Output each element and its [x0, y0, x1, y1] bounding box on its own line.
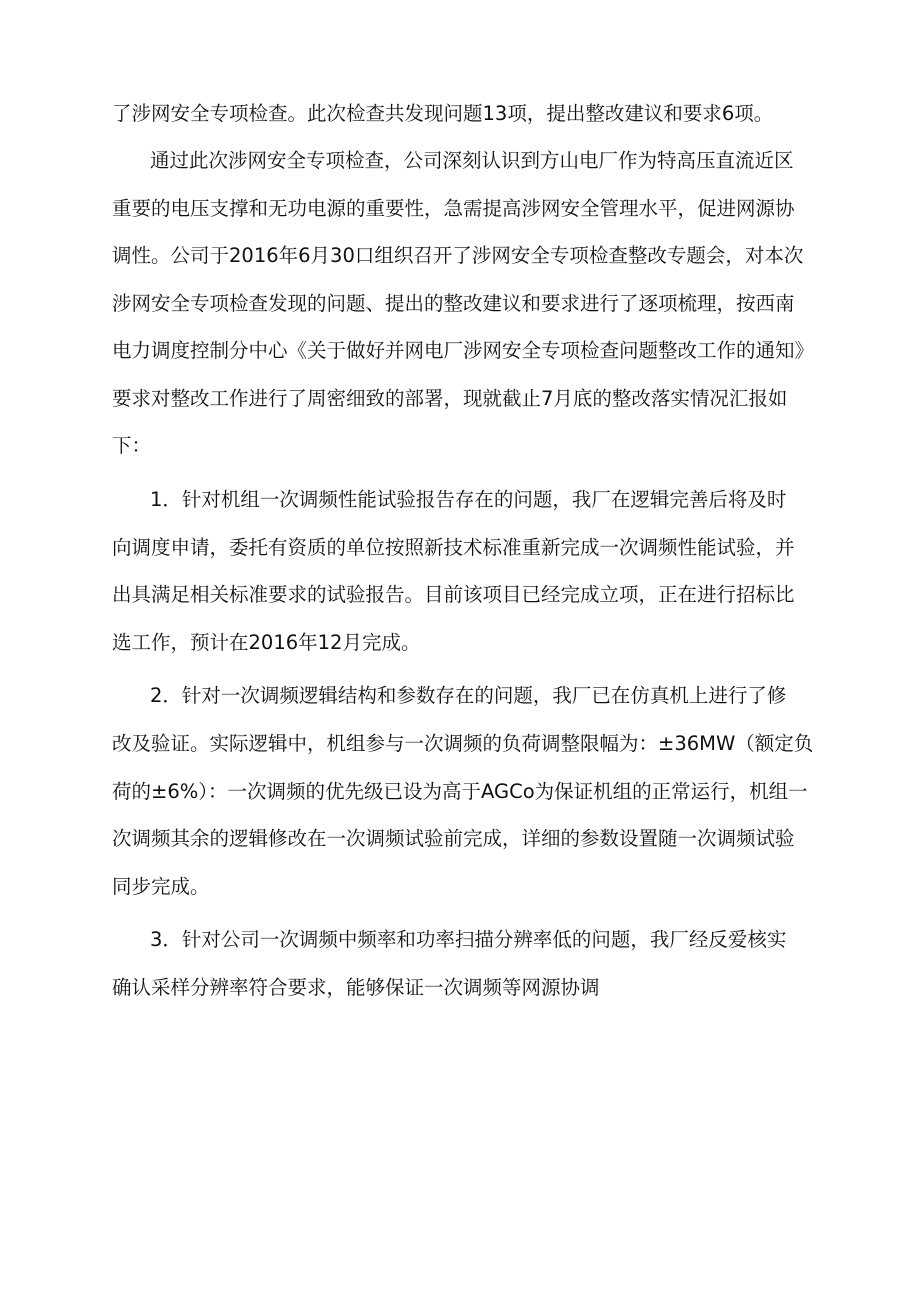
text-line: 通过此次涉网安全专项检查，公司深刻认识到方山电厂作为特高压直流近区 — [150, 149, 794, 172]
text-line: 调性。公司于2016年6月30口组织召开了涉网安全专项检查整改专题会，对本次 — [112, 244, 804, 267]
text-line: 向调度申请，委托有资质的单位按照新技术标准重新完成一次调频性能试验，并 — [112, 536, 795, 559]
text-line: 改及验证。实际逻辑中，机组参与一次调频的负荷调整限幅为：±36MW（额定负 — [112, 732, 814, 755]
text-line: 同步完成。 — [112, 875, 210, 898]
text-line: 确认采样分辨率符合要求，能够保证一次调频等网源协调 — [112, 976, 600, 999]
text-line: 要求对整改工作进行了周密细致的部署，现就截止7月底的整改落实情况汇报如 — [112, 387, 788, 410]
text-line: 1．针对机组一次调频性能试验报告存在的问题，我厂在逻辑完善后将及时 — [150, 488, 787, 511]
text-line: 下： — [112, 434, 152, 457]
text-line: 电力调度控制分中心《关于做好并网电厂涉网安全专项检查问题整改工作的通知》 — [112, 339, 815, 362]
text-line: 了涉网安全专项检查。此次检查共发现问题13项，提出整改建议和要求6项。 — [112, 102, 774, 125]
text-line: 重要的电压支撑和无功电源的重要性，急需提高涉网安全管理水平，促进网源协 — [112, 197, 795, 220]
text-line: 涉网安全专项检查发现的问题、提出的整改建议和要求进行了逐项梳理，按西南 — [112, 292, 795, 315]
text-line: 次调频其余的逻辑修改在一次调频试验前完成，详细的参数设置随一次调频试验 — [112, 827, 795, 850]
text-line: 选工作，预计在2016年12月完成。 — [112, 631, 421, 654]
text-line: 2．针对一次调频逻辑结构和参数存在的问题，我厂已在仿真机上进行了修 — [150, 684, 787, 707]
text-line: 荷的±6%）：一次调频的优先级已设为高于AGCo为保证机组的正常运行，机组一 — [112, 780, 808, 803]
text-line: 出具满足相关标准要求的试验报告。目前该项目已经完成立项，正在进行招标比 — [112, 583, 795, 606]
text-line: 3．针对公司一次调频中频率和功率扫描分辨率低的问题，我厂经反爱核实 — [150, 928, 787, 951]
